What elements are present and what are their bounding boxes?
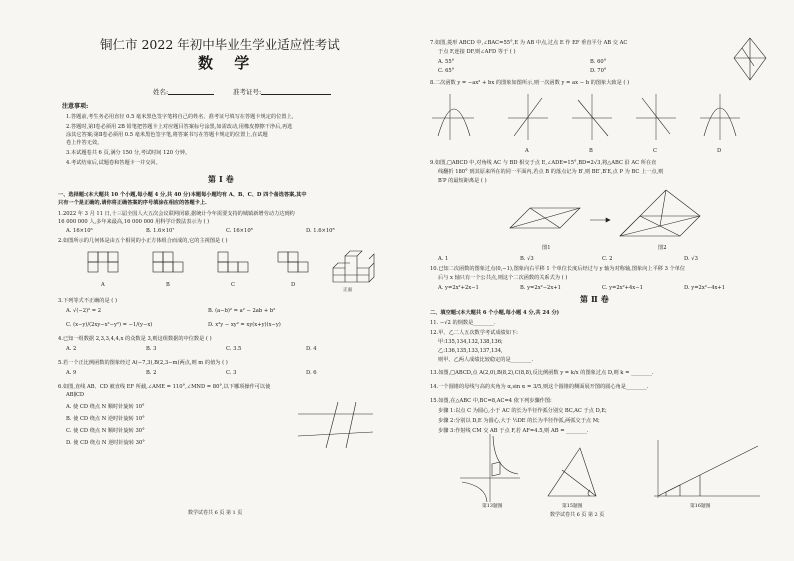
q12-row-a: 甲:135,134,132,138,136; xyxy=(438,339,503,345)
part-2-title: 第Ⅱ卷 xyxy=(580,294,612,304)
q15-stem: 15.如图,在△ABC 中,BC=8,AC=4 依下列步骤作图: xyxy=(430,398,552,404)
q4-opt-c: C. 3.5 xyxy=(226,346,242,352)
q2-option-figures xyxy=(58,248,388,298)
q7-opt-c: C. 65° xyxy=(438,68,455,74)
q3-opt-d: D. x²y − xy² = xy(x+y)(x−y) xyxy=(208,322,281,328)
q7-opt-d: D. 70° xyxy=(590,68,607,74)
q8-graphs xyxy=(430,90,775,146)
q2-front-label: 正面 xyxy=(343,288,352,293)
q6-line-1: 6.如图,直线 AB、CD 被直线 EF 所截,∠AME = 110°,∠MND = 80°,以下哪项操作可以使 xyxy=(58,384,271,390)
section-1-line-1: 一、选择题:(本大题共 10 个小题,每小题 4 分,共 40 分)本题每小题均有 A、B、C、D 四个备选答案,其中 xyxy=(58,192,307,198)
q1-line-1: 1.2022 年 3 月 11 日,十三届全国人大五次会议联网闭幕,据统计今年需要支持的城镇新增劳动力达到约 xyxy=(58,211,295,217)
name-label: 姓名: xyxy=(153,88,169,96)
q10-opt-c: C. y=2x²+4x−1 xyxy=(602,285,643,291)
left-footer: 数学试卷共 6 页 第 1 页 xyxy=(188,510,243,516)
left-page xyxy=(58,30,388,540)
q8-option-a xyxy=(508,94,548,140)
q5-opt-d: D. 6 xyxy=(306,370,317,376)
q4-stem: 4.已知一组数据 2,3,3,4,4,x 的众数是 3,则这组数据的中位数是 ( ) xyxy=(58,336,212,342)
q16-figure xyxy=(654,440,760,498)
q7-line-1: 7.如图,菱形 ABCD 中,∠BAC=55°,E 为 AB 中点,过点 E 作 EF 垂直平分 AB 交 AC xyxy=(430,40,628,46)
subject-title: 数 学 xyxy=(198,54,258,72)
section-2-title: 二、填空题:(本大题共 6 个小题,每小题 4 分,共 24 分) xyxy=(430,310,560,316)
q9-line-3: B′P 的最短距离是 ( ) xyxy=(438,178,487,184)
q10-line-2: 后与 x 轴只有一个公共点,则这个二次函数的关系式为 ( ) xyxy=(438,275,568,281)
q5-opt-a: A. 9 xyxy=(66,370,77,376)
q8-option-b xyxy=(572,94,612,140)
q10-line-1: 10.已知二次函数的图象过点(0,−1),图象向右平移 1 个单位长度后经过与 y 轴为对称轴,图象向上平移 3 个单位 xyxy=(430,266,686,272)
ticket-label: 准考证号: xyxy=(233,88,262,96)
q10-opt-d: D. y=2x²−4x+1 xyxy=(684,285,726,291)
q12-row-b: 乙:136,135,133,137,134, xyxy=(438,348,503,354)
q1-opt-a: A. 16×10⁶ xyxy=(66,228,93,234)
q15-step-3: 步骤 3:作射线 CM 交 AB 于点 F,若 AF=4.5,则 AB = ________. xyxy=(438,428,589,434)
q8-label-b: B xyxy=(589,148,593,154)
q6-opt-d: D. 使 CD 绕点 N 逆时针旋转 30° xyxy=(66,440,145,446)
q1-opt-d: D. 1.6×10⁸ xyxy=(306,228,335,234)
q6-figure xyxy=(298,402,378,452)
q7-line-2: 于点 F,连接 DF,则∠AFD 等于 ( ) xyxy=(438,49,516,55)
q2-fig-b xyxy=(153,252,183,272)
q6-line-2: AB∥CD xyxy=(66,392,85,398)
q2-label-b: B xyxy=(166,282,170,288)
q3-stem: 3.下列等式不正确的是 ( ) xyxy=(58,298,117,304)
right-page xyxy=(430,30,775,540)
q6-opt-c: C. 使 CD 绕点 N 顺时针旋转 30° xyxy=(66,428,145,434)
q9-opt-a: A. 1 xyxy=(438,256,449,262)
q2-solid xyxy=(333,251,374,282)
q11: 11. −√2 的倒数是________. xyxy=(430,320,496,326)
q1-opt-c: C. 16×10⁸ xyxy=(226,228,253,234)
q8-main-parabola xyxy=(432,94,474,140)
q2-fig-d xyxy=(278,252,308,272)
exam-title: 铜仁市 2022 年初中毕业生学业适应性考试 xyxy=(100,37,340,52)
note-3: 涂其它答案;第Ⅱ卷必须用 0.5 毫米黑色签字笔,将答案书写在答题卡规定的位置上,在试题 xyxy=(66,132,268,138)
q2-label-d: D xyxy=(291,282,296,288)
q15-figure xyxy=(548,448,596,496)
q9-caption-1: 图1 xyxy=(542,245,551,251)
bottom-figures xyxy=(430,432,775,502)
q8-label-a: A xyxy=(525,148,529,154)
q14: 14.一个圆锥的母线与高的夹角为 α,sin α = 3/5,则这个圆锥的侧面展开图的圆心角是________. xyxy=(430,384,649,390)
ticket-field xyxy=(233,88,331,95)
notes-title: 注意事项: xyxy=(62,103,89,110)
q2-label-c: C xyxy=(231,282,235,288)
q5-stem: 5.若一个正比例函数的图象经过 A(−7,3),B(2,3−m)两点,则 m 的值为 ( ) xyxy=(58,360,228,366)
q1-line-2: 16 000 000 人,多年来最高,16 000 000 用科学计数法表示为 ( ) xyxy=(58,219,210,225)
q3-opt-a: A. √(−2)² = 2 xyxy=(66,308,102,314)
name-field xyxy=(153,88,214,95)
q2-stem: 2.如图所示的几何体是由五个相同的小正方体组合而成的,它的主视图是 ( ) xyxy=(58,238,228,244)
q3-opt-c: C. (x−y)/(2xy−x²−y²) = −1/(y−x) xyxy=(66,322,153,328)
note-2: 2.答题时,第Ⅰ卷必须用 2B 铅笔把答题卡上对应题目答案标号涂黑,如需改动,用橡皮擦擦干净后,再选 xyxy=(66,124,293,130)
part-1-title: 第Ⅰ卷 xyxy=(208,174,237,184)
q9-caption-2: 图2 xyxy=(658,245,667,251)
note-4: 卷上作答无效。 xyxy=(66,140,103,146)
q4-opt-b: B. 3 xyxy=(146,346,157,352)
q13-caption: 第13题图 xyxy=(482,504,503,509)
q3-opt-b: B. (a−b)² = a² − 2ab + b² xyxy=(208,308,276,314)
q15-caption: 第15题图 xyxy=(562,504,583,509)
q8-option-d xyxy=(700,94,740,140)
q9-line-1: 9.如图,□ABCD 中,对角线 AC 与 BD 相交于点 E,∠ADE=15°,BD=2√3,将△ABC 沿 AC 所在直 xyxy=(430,160,657,166)
q9-figures xyxy=(430,188,775,248)
q15-step-1: 步骤 1:以点 C 为圆心,小于 AC 的长为半径作弧分别交 BC,AC 于点 D,E; xyxy=(438,408,607,414)
right-footer: 数学试卷共 6 页 第 2 页 xyxy=(550,512,605,518)
q7-rhombus-figure xyxy=(730,36,770,84)
q6-opt-b: B. 使 CD 绕点 N 逆时针旋转 10° xyxy=(66,416,145,422)
q13-figure xyxy=(460,434,520,502)
q5-opt-c: C. 3 xyxy=(226,370,237,376)
q8-stem: 8.二次函数 y = −ax² + bx 的图象如图所示,则一次函数 y = ax − b 的图象大致是 ( ) xyxy=(430,80,630,86)
note-5: 3.本试题卷共 6 页,满分 150 分,考试时间 120 分钟。 xyxy=(66,150,191,156)
q5-opt-b: B. 2 xyxy=(146,370,157,376)
q7-opt-b: B. 60° xyxy=(590,59,607,65)
q8-option-c xyxy=(636,94,676,140)
q12-stem: 12.甲、乙二人五次数学考试成绩如下: xyxy=(430,330,518,336)
q4-opt-a: A. 2 xyxy=(66,346,77,352)
q4-opt-d: D. 4 xyxy=(306,346,317,352)
q10-opt-a: A. y=2x²+2x−1 xyxy=(438,285,479,291)
q2-fig-a xyxy=(88,252,118,272)
q6-opt-a: A. 使 CD 绕点 N 顺时针旋转 10° xyxy=(66,404,145,410)
q9-fig-2 xyxy=(620,190,700,236)
q16-caption: 第16题图 xyxy=(690,504,711,509)
q2-fig-c xyxy=(218,252,248,272)
q15-step-2: 步骤 2:分别以 D,E 为圆心,大于 ½DE 的长为半径作弧,两弧交于点 M; xyxy=(438,418,600,424)
section-1-line-2: 只有一个是正确的,请你将正确答案的序号填涂在相应的答题卡上. xyxy=(58,200,207,206)
q9-opt-d: D. √3 xyxy=(684,256,698,262)
q7-opt-a: A. 55° xyxy=(438,59,455,65)
q2-label-a: A xyxy=(101,282,105,288)
q9-opt-b: B. √3 xyxy=(520,256,534,262)
q12-question: 则甲、乙两人成绩比较稳定的是________. xyxy=(438,357,534,363)
q9-line-2: 线翻折 180° 到其原来所在的同一平面内,若点 B 的落点记为 B′,则 BE′,B′E,点 P 为 BC 上一点,则 xyxy=(438,169,664,175)
q9-fig-1 xyxy=(510,208,580,228)
note-1: 1.答题前,考生务必用直径 0.5 毫米黑色签字笔将自己的姓名、准考证号填写在答题卡规定的位置上, xyxy=(66,114,294,120)
q8-label-d: D xyxy=(717,148,722,154)
q10-opt-b: B. y=2x²−2x+1 xyxy=(520,285,561,291)
note-6: 4.考试结束后,试题卷和答题卡一并交回。 xyxy=(66,160,161,166)
q8-label-c: C xyxy=(653,148,657,154)
q1-opt-b: B. 1.6×10⁷ xyxy=(146,228,175,234)
q13: 13.如图,□ABCD,点 A(2,0),B(8,2),C(8,8),反比例函数 y = k/x 的图象过点 D,则 k = ________. xyxy=(430,370,654,376)
q9-opt-c: C. 2 xyxy=(602,256,613,262)
